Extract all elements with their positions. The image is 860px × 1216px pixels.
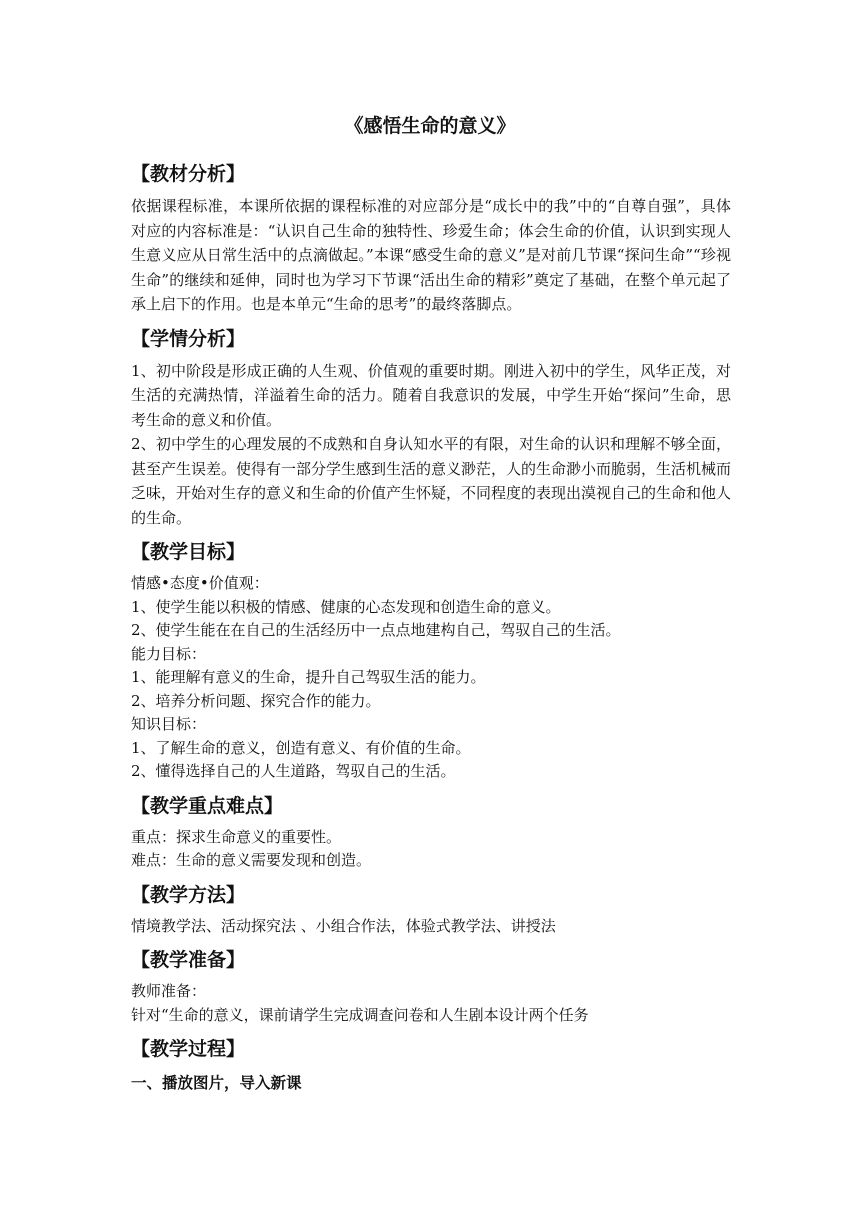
heading-process: 【教学过程】	[131, 1038, 246, 1060]
document-title: 《感悟生命的意义》	[344, 115, 516, 137]
preparation-text: 针对“生命的意义，课前请学生完成调查问卷和人生剧本设计两个任务	[131, 1005, 589, 1024]
emotion-goal-item-1: 1、使学生能以积极的情感、健康的心态发现和创造生命的意义。	[131, 597, 561, 616]
ability-goal-item-2: 2、培养分析问题、探究合作的能力。	[131, 691, 381, 710]
heading-key-points: 【教学重点难点】	[131, 794, 284, 817]
heading-material-analysis: 【教材分析】	[131, 163, 246, 185]
heading-methods: 【教学方法】	[131, 883, 246, 906]
knowledge-goal-item-1: 1、了解生命的意义，创造有意义、有价值的生命。	[131, 738, 471, 757]
heading-preparation: 【教学准备】	[131, 949, 246, 971]
student-analysis-item-1: 1、初中阶段是形成正确的人生观、价值观的重要时期。刚进入初中的学生，风华正茂，对生活的充满热情，洋溢着生命的活力。随着自我意识的发展，中学生开始“探问”生命，思考生命的意义和价值。	[131, 361, 731, 429]
difficult-point-text: 难点：生命的意义需要发现和创造。	[131, 851, 372, 869]
ability-goal-item-1: 1、能理解有意义的生命，提升自己驾驭生活的能力。	[131, 668, 486, 686]
key-point-text: 重点：探求生命意义的重要性。	[131, 827, 342, 846]
knowledge-goal-item-2: 2、懂得选择自己的人生道路，驾驭自己的生活。	[131, 762, 456, 780]
student-analysis-item-2: 2、初中学生的心理发展的不成熟和自身认知水平的有限，对生命的认识和理解不够全面，甚至产生误差。使得有一部分学生感到生活的意义渺茫，人的生命渺小而脆弱，生活机械而乏味，开始对生存的意义和生命的价值产生怀疑，不同程度的表现出漠视自己的生命和他人的生命。	[131, 435, 732, 527]
ability-goals-label: 能力目标：	[131, 644, 207, 663]
knowledge-goals-label: 知识目标：	[131, 715, 207, 733]
emotion-goals-label: 情感•态度•价值观：	[131, 574, 269, 592]
heading-student-analysis: 【学情分析】	[131, 327, 246, 350]
material-analysis-text: 依据课程标准，本课所依据的课程标准的对应部分是“成长中的我”中的“自尊自强”，具体对应的内容标准是：“认识自己生命的独特性、珍爱生命；体会生命的价值，认识到实现人生意义应从日常生活中的点滴做起。”本课“感受生命的意义”是对前几节课“探问生命”“珍视生命”的继续和延伸，同时也为学习下节课“活出生命的精彩”奠定了基础，在整个单元起了承上启下的作用。也是本单元“生命的思考”的最终落脚点。	[131, 197, 731, 313]
preparation-label: 教师准备：	[131, 982, 207, 1000]
document-body	[131, 152, 731, 1097]
emotion-goal-item-2: 2、使学生能在在自己的生活经历中一点点地建构自己，驾驭自己的生活。	[131, 621, 621, 639]
heading-teaching-goals: 【教学目标】	[131, 541, 246, 563]
methods-text: 情境教学法、活动探究法 、小组合作法，体验式教学法、讲授法	[131, 916, 556, 935]
process-step-1: 一、播放图片，导入新课	[131, 1073, 302, 1092]
